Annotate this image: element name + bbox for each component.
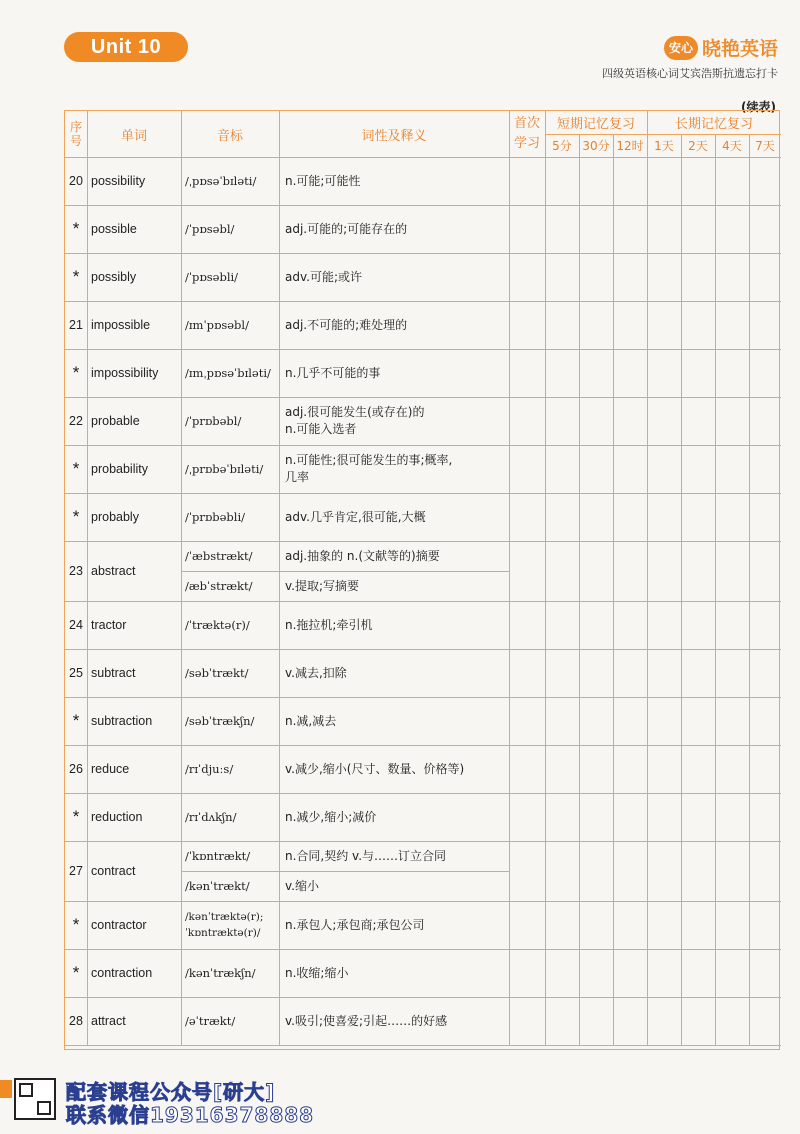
review-checkbox[interactable] — [509, 253, 545, 301]
row-word: tractor — [91, 618, 127, 632]
review-checkbox[interactable] — [647, 793, 681, 841]
review-checkbox[interactable] — [681, 493, 715, 541]
grid-line — [279, 111, 280, 1045]
header-slot-long: 4天 — [722, 139, 742, 153]
review-checkbox[interactable] — [613, 841, 647, 901]
brand-block — [602, 34, 778, 81]
review-checkbox[interactable] — [647, 157, 681, 205]
row-word: possibly — [91, 270, 137, 284]
row-phonetic: /ˌpɒsəˈbɪləti/ — [185, 174, 257, 188]
row-word: possibility — [91, 174, 146, 188]
header-first-study: 首次学习 — [513, 116, 540, 151]
review-checkbox[interactable] — [681, 697, 715, 745]
row-number: * — [72, 459, 80, 478]
row-phonetic: /səbˈtrækʃn/ — [185, 714, 255, 728]
row-word: subtraction — [91, 714, 153, 728]
review-checkbox[interactable] — [509, 397, 545, 445]
review-checkbox[interactable] — [681, 997, 715, 1045]
header-slot-long: 2天 — [688, 139, 708, 153]
review-checkbox[interactable] — [545, 493, 579, 541]
review-checkbox[interactable] — [749, 445, 781, 493]
header-slot-short: 5分 — [552, 139, 572, 153]
row-phonetic: /æbˈstrækt/ — [185, 579, 253, 593]
row-number: 28 — [69, 1014, 83, 1028]
grid-line — [509, 111, 510, 1045]
grid-line — [181, 111, 182, 1045]
review-checkbox[interactable] — [509, 841, 545, 901]
row-phonetic: /kənˈtrækʃn/ — [185, 966, 256, 980]
row-definition: n.减,减去 — [285, 713, 337, 728]
review-checkbox[interactable] — [509, 649, 545, 697]
grid-line — [749, 134, 750, 1045]
row-number: 20 — [69, 174, 83, 188]
review-checkbox[interactable] — [579, 397, 613, 445]
review-checkbox[interactable] — [613, 997, 647, 1045]
row-word: probable — [91, 414, 140, 428]
unit-badge: Unit 10 — [64, 32, 188, 62]
review-checkbox[interactable] — [545, 445, 579, 493]
review-checkbox[interactable] — [545, 901, 579, 949]
review-checkbox[interactable] — [509, 301, 545, 349]
review-checkbox[interactable] — [545, 301, 579, 349]
review-checkbox[interactable] — [681, 349, 715, 397]
row-word: abstract — [91, 564, 136, 578]
review-checkbox[interactable] — [509, 205, 545, 253]
header-slot-long: 1天 — [654, 139, 674, 153]
review-checkbox[interactable] — [579, 649, 613, 697]
row-phonetic: /ˈtræktə(r)/ — [185, 618, 250, 632]
review-checkbox[interactable] — [715, 253, 749, 301]
review-checkbox[interactable] — [647, 601, 681, 649]
row-definition: adv.几乎肯定,很可能,大概 — [285, 509, 426, 524]
review-checkbox[interactable] — [749, 397, 781, 445]
row-definition: v.减去,扣除 — [285, 665, 347, 680]
review-checkbox[interactable] — [545, 997, 579, 1045]
row-word: reduction — [91, 810, 143, 824]
row-phonetic: /ɪmˌpɒsəˈbɪləti/ — [185, 366, 271, 380]
review-checkbox[interactable] — [715, 541, 749, 601]
review-checkbox[interactable] — [545, 253, 579, 301]
row-definition: n.收缩;缩小 — [285, 965, 349, 980]
grid-line — [181, 571, 509, 572]
review-checkbox[interactable] — [613, 601, 647, 649]
review-checkbox[interactable] — [715, 793, 749, 841]
review-checkbox[interactable] — [545, 949, 579, 997]
review-checkbox[interactable] — [749, 697, 781, 745]
row-number: 21 — [69, 318, 83, 332]
review-checkbox[interactable] — [579, 157, 613, 205]
review-checkbox[interactable] — [749, 601, 781, 649]
review-checkbox[interactable] — [579, 541, 613, 601]
review-checkbox[interactable] — [545, 601, 579, 649]
header-ipa: 音标 — [216, 128, 243, 144]
header-meaning: 词性及释义 — [361, 128, 427, 144]
review-checkbox[interactable] — [545, 541, 579, 601]
review-checkbox[interactable] — [715, 157, 749, 205]
header-slot-long: 7天 — [755, 139, 775, 153]
review-checkbox[interactable] — [613, 697, 647, 745]
review-checkbox[interactable] — [579, 949, 613, 997]
row-definition: n.可能性;很可能发生的事;概率, 几率 — [285, 453, 453, 484]
review-checkbox[interactable] — [715, 301, 749, 349]
row-definition: adj.可能的;可能存在的 — [285, 221, 408, 236]
review-checkbox[interactable] — [545, 157, 579, 205]
review-checkbox[interactable] — [647, 841, 681, 901]
review-checkbox[interactable] — [545, 841, 579, 901]
row-number: * — [72, 267, 80, 286]
row-definition: v.缩小 — [285, 878, 319, 893]
header-slot-short: 12时 — [616, 139, 644, 153]
review-checkbox[interactable] — [647, 349, 681, 397]
review-checkbox[interactable] — [545, 649, 579, 697]
row-number: * — [72, 807, 80, 826]
review-checkbox[interactable] — [647, 541, 681, 601]
row-number: * — [72, 711, 80, 730]
review-checkbox[interactable] — [579, 205, 613, 253]
row-definition: n.承包人;承包商;承包公司 — [285, 917, 425, 932]
review-checkbox[interactable] — [579, 901, 613, 949]
review-checkbox[interactable] — [579, 793, 613, 841]
row-word: subtract — [91, 666, 136, 680]
header-short-review: 短期记忆复习 — [556, 117, 635, 132]
review-checkbox[interactable] — [579, 349, 613, 397]
row-word: possible — [91, 222, 137, 236]
brand-subtitle: 四级英语核心词艾宾浩斯抗遗忘打卡 — [602, 67, 778, 80]
review-checkbox[interactable] — [613, 745, 647, 793]
review-checkbox[interactable] — [715, 901, 749, 949]
review-checkbox[interactable] — [579, 745, 613, 793]
review-checkbox[interactable] — [579, 697, 613, 745]
review-checkbox[interactable] — [681, 445, 715, 493]
row-number: * — [72, 219, 80, 238]
row-number: 24 — [69, 618, 83, 632]
grid-line — [545, 111, 546, 1045]
row-definition: adv.可能;或许 — [285, 269, 362, 284]
row-number: * — [72, 963, 80, 982]
review-checkbox[interactable] — [545, 793, 579, 841]
review-checkbox[interactable] — [749, 793, 781, 841]
row-phonetic: /ˈpɒsəbli/ — [185, 270, 239, 284]
review-checkbox[interactable] — [715, 397, 749, 445]
review-checkbox[interactable] — [509, 349, 545, 397]
row-phonetic: /ˈprɒbəbl/ — [185, 414, 242, 428]
review-checkbox[interactable] — [715, 349, 749, 397]
review-checkbox[interactable] — [647, 445, 681, 493]
brand-name: 晓艳英语 — [701, 38, 778, 60]
review-checkbox[interactable] — [613, 157, 647, 205]
row-phonetic: /ˈkɒntrækt/ — [185, 849, 251, 863]
review-checkbox[interactable] — [647, 997, 681, 1045]
review-checkbox[interactable] — [715, 949, 749, 997]
review-checkbox[interactable] — [647, 949, 681, 997]
review-checkbox[interactable] — [749, 997, 781, 1045]
review-checkbox[interactable] — [681, 841, 715, 901]
review-checkbox[interactable] — [509, 601, 545, 649]
review-checkbox[interactable] — [545, 349, 579, 397]
row-number: 22 — [69, 414, 83, 428]
review-checkbox[interactable] — [681, 541, 715, 601]
row-word: contract — [91, 864, 136, 878]
header-slot-short: 30分 — [582, 139, 610, 153]
review-checkbox[interactable] — [681, 301, 715, 349]
row-phonetic: /ɪmˈpɒsəbl/ — [185, 318, 249, 332]
review-checkbox[interactable] — [613, 205, 647, 253]
header-long-review: 长期记忆复习 — [674, 117, 753, 132]
review-checkbox[interactable] — [613, 445, 647, 493]
review-checkbox[interactable] — [509, 949, 545, 997]
row-word: attract — [91, 1014, 126, 1028]
review-checkbox[interactable] — [681, 601, 715, 649]
row-word: probability — [91, 462, 148, 476]
review-checkbox[interactable] — [715, 445, 749, 493]
header-seq: 序号 — [69, 120, 82, 148]
review-checkbox[interactable] — [613, 793, 647, 841]
row-phonetic: /kənˈtræktə(r); ˈkɒntræktə(r)/ — [185, 911, 264, 939]
review-checkbox[interactable] — [647, 901, 681, 949]
review-checkbox[interactable] — [579, 601, 613, 649]
review-checkbox[interactable] — [715, 493, 749, 541]
grid-line — [613, 134, 614, 1045]
review-checkbox[interactable] — [647, 397, 681, 445]
review-checkbox[interactable] — [647, 301, 681, 349]
header-word: 单词 — [120, 128, 147, 144]
review-checkbox[interactable] — [545, 205, 579, 253]
review-checkbox[interactable] — [613, 397, 647, 445]
review-checkbox[interactable] — [749, 157, 781, 205]
row-word: contractor — [91, 918, 147, 932]
review-checkbox[interactable] — [749, 901, 781, 949]
row-definition: n.减少,缩小;减价 — [285, 809, 377, 824]
grid-line — [579, 134, 580, 1045]
review-checkbox[interactable] — [715, 745, 749, 793]
review-checkbox[interactable] — [647, 697, 681, 745]
review-checkbox[interactable] — [749, 349, 781, 397]
review-checkbox[interactable] — [579, 301, 613, 349]
review-checkbox[interactable] — [545, 745, 579, 793]
review-checkbox[interactable] — [509, 541, 545, 601]
row-phonetic: /ˌprɒbəˈbɪləti/ — [185, 462, 264, 476]
review-checkbox[interactable] — [681, 949, 715, 997]
review-checkbox[interactable] — [749, 205, 781, 253]
review-checkbox[interactable] — [749, 301, 781, 349]
continued-label: (续表) — [741, 100, 776, 114]
row-phonetic: /kənˈtrækt/ — [185, 879, 250, 893]
review-checkbox[interactable] — [715, 697, 749, 745]
row-definition: adj.很可能发生(或存在)的 n.可能入选者 — [285, 405, 425, 436]
row-definition: adj.抽象的 n.(文献等的)摘要 — [285, 548, 440, 563]
review-checkbox[interactable] — [681, 793, 715, 841]
review-checkbox[interactable] — [613, 649, 647, 697]
row-number: 27 — [69, 864, 83, 878]
review-checkbox[interactable] — [509, 997, 545, 1045]
row-number: 25 — [69, 666, 83, 680]
review-checkbox[interactable] — [647, 253, 681, 301]
review-checkbox[interactable] — [749, 745, 781, 793]
review-checkbox[interactable] — [613, 253, 647, 301]
review-checkbox[interactable] — [509, 445, 545, 493]
row-definition: v.减少,缩小(尺寸、数量、价格等) — [285, 761, 465, 776]
review-checkbox[interactable] — [509, 493, 545, 541]
review-checkbox[interactable] — [749, 949, 781, 997]
vocab-table — [64, 110, 780, 1050]
review-checkbox[interactable] — [613, 901, 647, 949]
row-phonetic: /əˈtrækt/ — [185, 1014, 236, 1028]
row-phonetic: /rɪˈdʌkʃn/ — [185, 810, 237, 824]
review-checkbox[interactable] — [647, 745, 681, 793]
row-number: * — [72, 363, 80, 382]
review-checkbox[interactable] — [613, 541, 647, 601]
review-checkbox[interactable] — [681, 745, 715, 793]
row-number: 26 — [69, 762, 83, 776]
review-checkbox[interactable] — [509, 157, 545, 205]
row-word: impossible — [91, 318, 151, 332]
review-checkbox[interactable] — [613, 301, 647, 349]
review-checkbox[interactable] — [613, 349, 647, 397]
review-checkbox[interactable] — [681, 253, 715, 301]
row-definition: v.吸引;使喜爱;引起……的好感 — [285, 1013, 448, 1028]
row-definition: n.拖拉机;牵引机 — [285, 617, 373, 632]
review-checkbox[interactable] — [509, 793, 545, 841]
review-checkbox[interactable] — [749, 253, 781, 301]
row-number: 23 — [69, 564, 83, 578]
grid-line — [181, 871, 509, 872]
row-phonetic: /səbˈtrækt/ — [185, 666, 249, 680]
review-checkbox[interactable] — [715, 649, 749, 697]
review-checkbox[interactable] — [715, 841, 749, 901]
row-phonetic: /rɪˈdjuːs/ — [185, 762, 234, 776]
review-checkbox[interactable] — [715, 997, 749, 1045]
grid-line — [715, 134, 716, 1045]
review-checkbox[interactable] — [579, 445, 613, 493]
grid-line — [681, 134, 682, 1045]
promo-footer — [0, 1074, 320, 1127]
row-definition: n.几乎不可能的事 — [285, 365, 381, 380]
review-checkbox[interactable] — [509, 745, 545, 793]
row-word: probably — [91, 510, 139, 524]
review-checkbox[interactable] — [509, 697, 545, 745]
review-checkbox[interactable] — [545, 397, 579, 445]
review-checkbox[interactable] — [579, 253, 613, 301]
review-checkbox[interactable] — [681, 157, 715, 205]
grid-line — [87, 111, 88, 1045]
row-number: * — [72, 915, 80, 934]
row-phonetic: /ˈprɒbəbli/ — [185, 510, 246, 524]
grid-line — [65, 1045, 781, 1046]
review-checkbox[interactable] — [509, 901, 545, 949]
grid-line — [647, 111, 648, 1045]
brand-logo-icon: 安心 — [664, 36, 698, 60]
review-checkbox[interactable] — [749, 493, 781, 541]
row-word: contraction — [91, 966, 153, 980]
row-definition: n.合同,契约 v.与……订立合同 — [285, 848, 447, 863]
row-phonetic: /ˈæbstrækt/ — [185, 549, 253, 563]
review-checkbox[interactable] — [579, 997, 613, 1045]
row-phonetic: /ˈpɒsəbl/ — [185, 222, 235, 236]
row-definition: v.提取;写摘要 — [285, 578, 360, 593]
promo-line-2: 联系微信19316378888 — [66, 1103, 315, 1127]
review-checkbox[interactable] — [613, 949, 647, 997]
review-checkbox[interactable] — [647, 205, 681, 253]
review-checkbox[interactable] — [647, 493, 681, 541]
row-word: reduce — [91, 762, 130, 776]
review-checkbox[interactable] — [545, 697, 579, 745]
grid-line — [545, 134, 781, 135]
review-checkbox[interactable] — [647, 649, 681, 697]
review-checkbox[interactable] — [681, 205, 715, 253]
review-checkbox[interactable] — [681, 901, 715, 949]
review-checkbox[interactable] — [715, 601, 749, 649]
review-checkbox[interactable] — [681, 397, 715, 445]
review-checkbox[interactable] — [715, 205, 749, 253]
review-checkbox[interactable] — [749, 649, 781, 697]
review-checkbox[interactable] — [681, 649, 715, 697]
review-checkbox[interactable] — [749, 841, 781, 901]
row-number: * — [72, 507, 80, 526]
review-checkbox[interactable] — [749, 541, 781, 601]
review-checkbox[interactable] — [613, 493, 647, 541]
review-checkbox[interactable] — [579, 493, 613, 541]
row-definition: n.可能;可能性 — [285, 173, 361, 188]
row-word: impossibility — [91, 366, 159, 380]
qr-code-icon — [14, 1078, 56, 1120]
promo-line-1: 配套课程公众号[研大] — [66, 1080, 276, 1104]
review-checkbox[interactable] — [579, 841, 613, 901]
row-definition: adj.不可能的;难处理的 — [285, 317, 408, 332]
